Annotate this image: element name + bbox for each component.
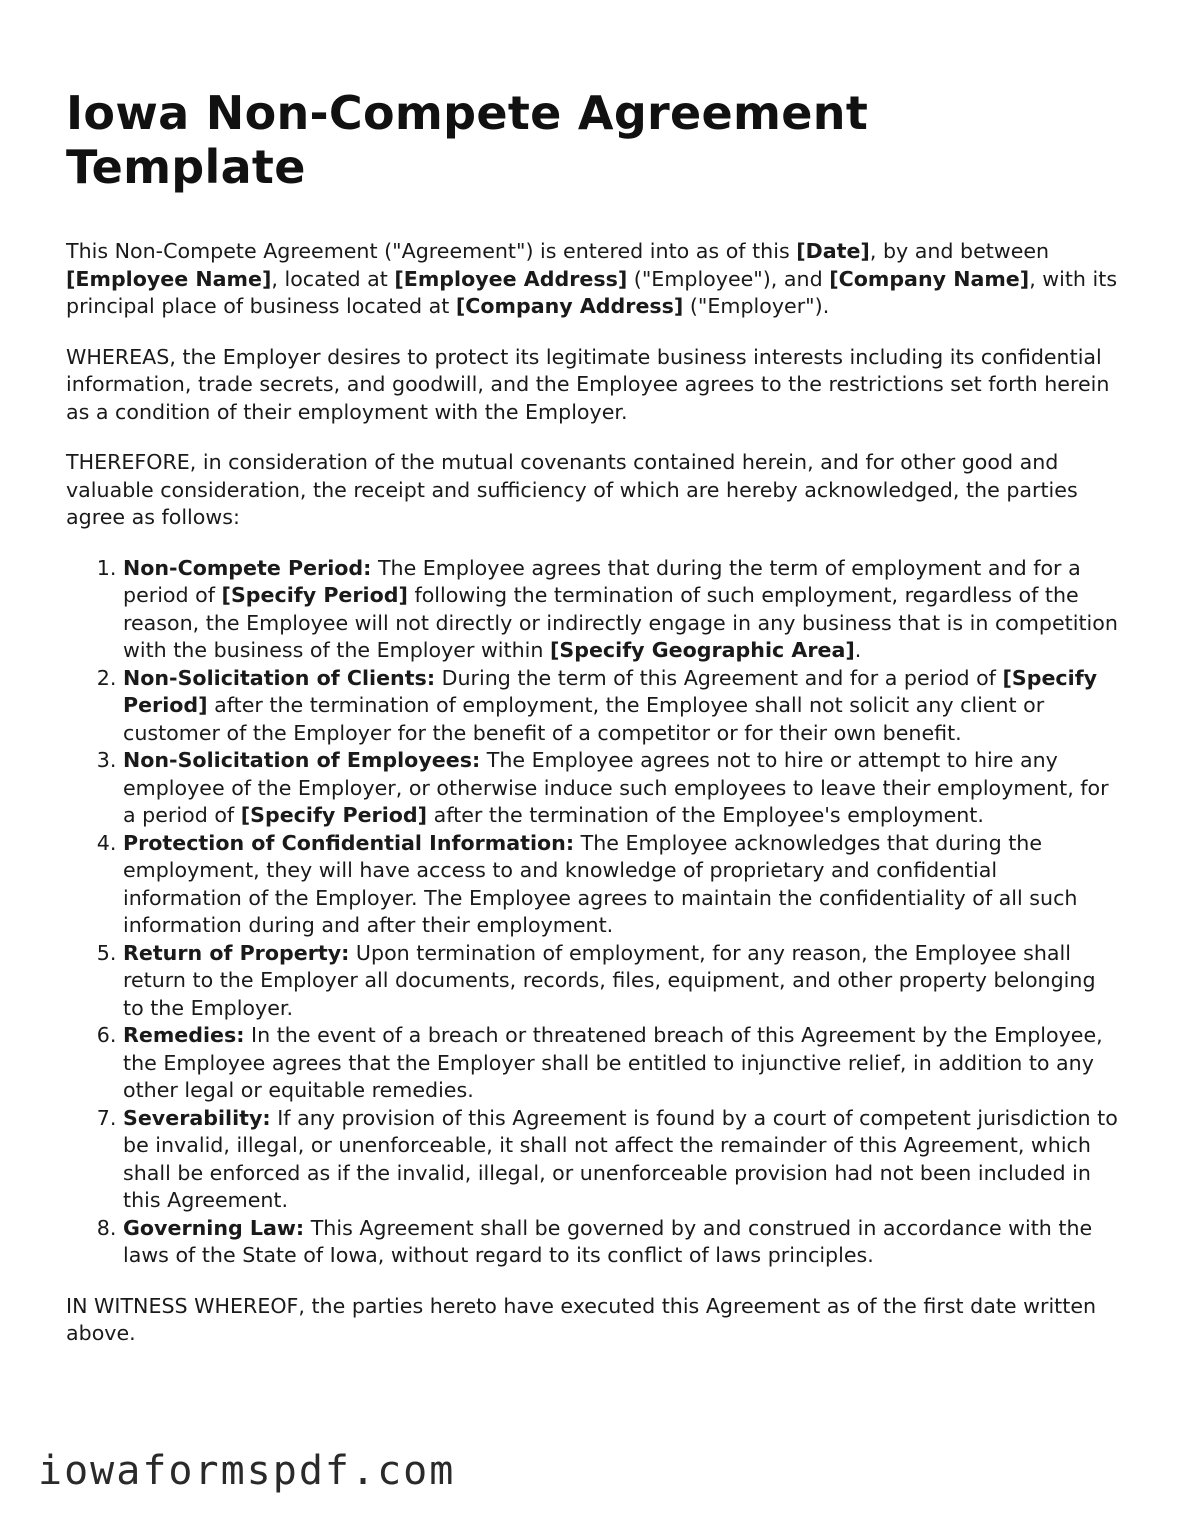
period-placeholder: [Specify Period]: [240, 803, 428, 827]
document-page: [66, 86, 1118, 1371]
therefore-paragraph: THEREFORE, in consideration of the mutual covenants contained herein, and for other good and valuable consideration, the receipt and sufficiency of which are hereby acknowledged, the parties agree as follows:: [66, 450, 1078, 529]
geographic-area-placeholder: [Specify Geographic Area]: [549, 638, 855, 662]
period-placeholder: [Specify Period]: [123, 665, 1098, 717]
document-title: Iowa Non-Compete Agreement Template: [66, 86, 869, 194]
date-placeholder: [Date]: [796, 239, 870, 263]
clause-heading: Severability:: [123, 1105, 271, 1130]
clause-non-solicitation-clients: [123, 665, 1118, 748]
intro-text-1: This Non-Compete Agreement ("Agreement") is entered into as of this: [66, 239, 797, 263]
clause-heading: Remedies:: [123, 1023, 245, 1047]
clause-confidential-information: [123, 830, 1118, 940]
intro-paragraph: [66, 238, 1118, 321]
intro-text-2: , by and between: [869, 239, 1050, 263]
clause-heading: Non-Solicitation of Clients:: [123, 665, 436, 690]
clauses-list: [66, 555, 1118, 1270]
clause-text: after the termination of the Employee's employment.: [427, 803, 984, 827]
clause-text: Upon termination of employment, for any reason, the Employee shall return to the Employer all documents, records, files, equipment, and other property belonging to the Employer.: [123, 940, 1096, 1020]
clause-non-compete-period: [123, 555, 1118, 665]
clause-text: During the term of this Agreement and for a period of: [435, 665, 1003, 690]
clause-heading: Governing Law:: [123, 1215, 305, 1240]
employee-address-placeholder: [Employee Address]: [394, 266, 628, 291]
clause-heading: Protection of Confidential Information:: [123, 830, 575, 855]
clause-severability: [123, 1105, 1118, 1215]
intro-text-5: , with its principal place of business located at: [66, 266, 1118, 318]
clause-text: .: [854, 638, 862, 662]
clause-non-solicitation-employees: [123, 747, 1118, 830]
clause-text: after the termination of employment, the Employee shall not solicit any client or customer of the Employer for the benefit of a competitor or for their own benefit.: [123, 693, 1045, 745]
clause-text: If any provision of this Agreement is found by a court of competent jurisdiction to be invalid, illegal, or unenforceable, it shall not affect the remainder of this Agreement, which shall be enforced as if the invalid, illegal, or unenforceable provision had not been included in this Agreement.: [123, 1105, 1118, 1212]
clause-text: This Agreement shall be governed by and construed in accordance with the laws of the State of Iowa, without regard to its conflict of laws principles.: [123, 1215, 1093, 1267]
clause-text: In the event of a breach or threatened breach of this Agreement by the Employee, the Employee agrees that the Employer shall be entitled to injunctive relief, in addition to any other legal or equitable remedies.: [123, 1023, 1103, 1102]
whereas-paragraph: WHEREAS, the Employer desires to protect its legitimate business interests including its confidential information, trade secrets, and goodwill, and the Employee agrees to the restrictions set forth herein as a condition of their employment with the Employer.: [66, 344, 1110, 424]
clause-text: The Employee agrees that during the term of employment and for a period of: [123, 555, 1081, 607]
period-placeholder: [Specify Period]: [221, 583, 408, 607]
clause-return-of-property: [123, 940, 1118, 1023]
clause-heading: Non-Solicitation of Employees:: [123, 748, 481, 772]
company-name-placeholder: [Company Name]: [829, 266, 1030, 291]
clause-governing-law: [123, 1215, 1118, 1270]
clause-remedies: [123, 1022, 1118, 1105]
company-address-placeholder: [Company Address]: [455, 294, 684, 318]
clause-heading: Return of Property:: [123, 940, 350, 965]
intro-text-4: ("Employee"), and: [627, 266, 830, 291]
employee-name-placeholder: [Employee Name]: [66, 266, 272, 291]
witness-paragraph: IN WITNESS WHEREOF, the parties hereto have executed this Agreement as of the first date written above.: [66, 1293, 1097, 1345]
clause-text: following the termination of such employment, regardless of the reason, the Employee will not directly or indirectly engage in any business that is in competition with the business of the Employer within: [123, 583, 1118, 662]
clause-text: The Employee agrees not to hire or attempt to hire any employee of the Employer, or otherwise induce such employees to leave their employment, for a period of: [123, 748, 1109, 827]
site-watermark: iowaformspdf.com: [38, 1448, 456, 1494]
intro-text-3: , located at: [271, 266, 395, 291]
clause-heading: Non-Compete Period:: [123, 555, 372, 580]
intro-text-6: ("Employer").: [683, 294, 830, 318]
clause-text: The Employee acknowledges that during the employment, they will have access to and knowledge of proprietary and confidential information of the Employer. The Employee agrees to maintain the confidentiality of all such information during and after their employment.: [123, 830, 1078, 937]
